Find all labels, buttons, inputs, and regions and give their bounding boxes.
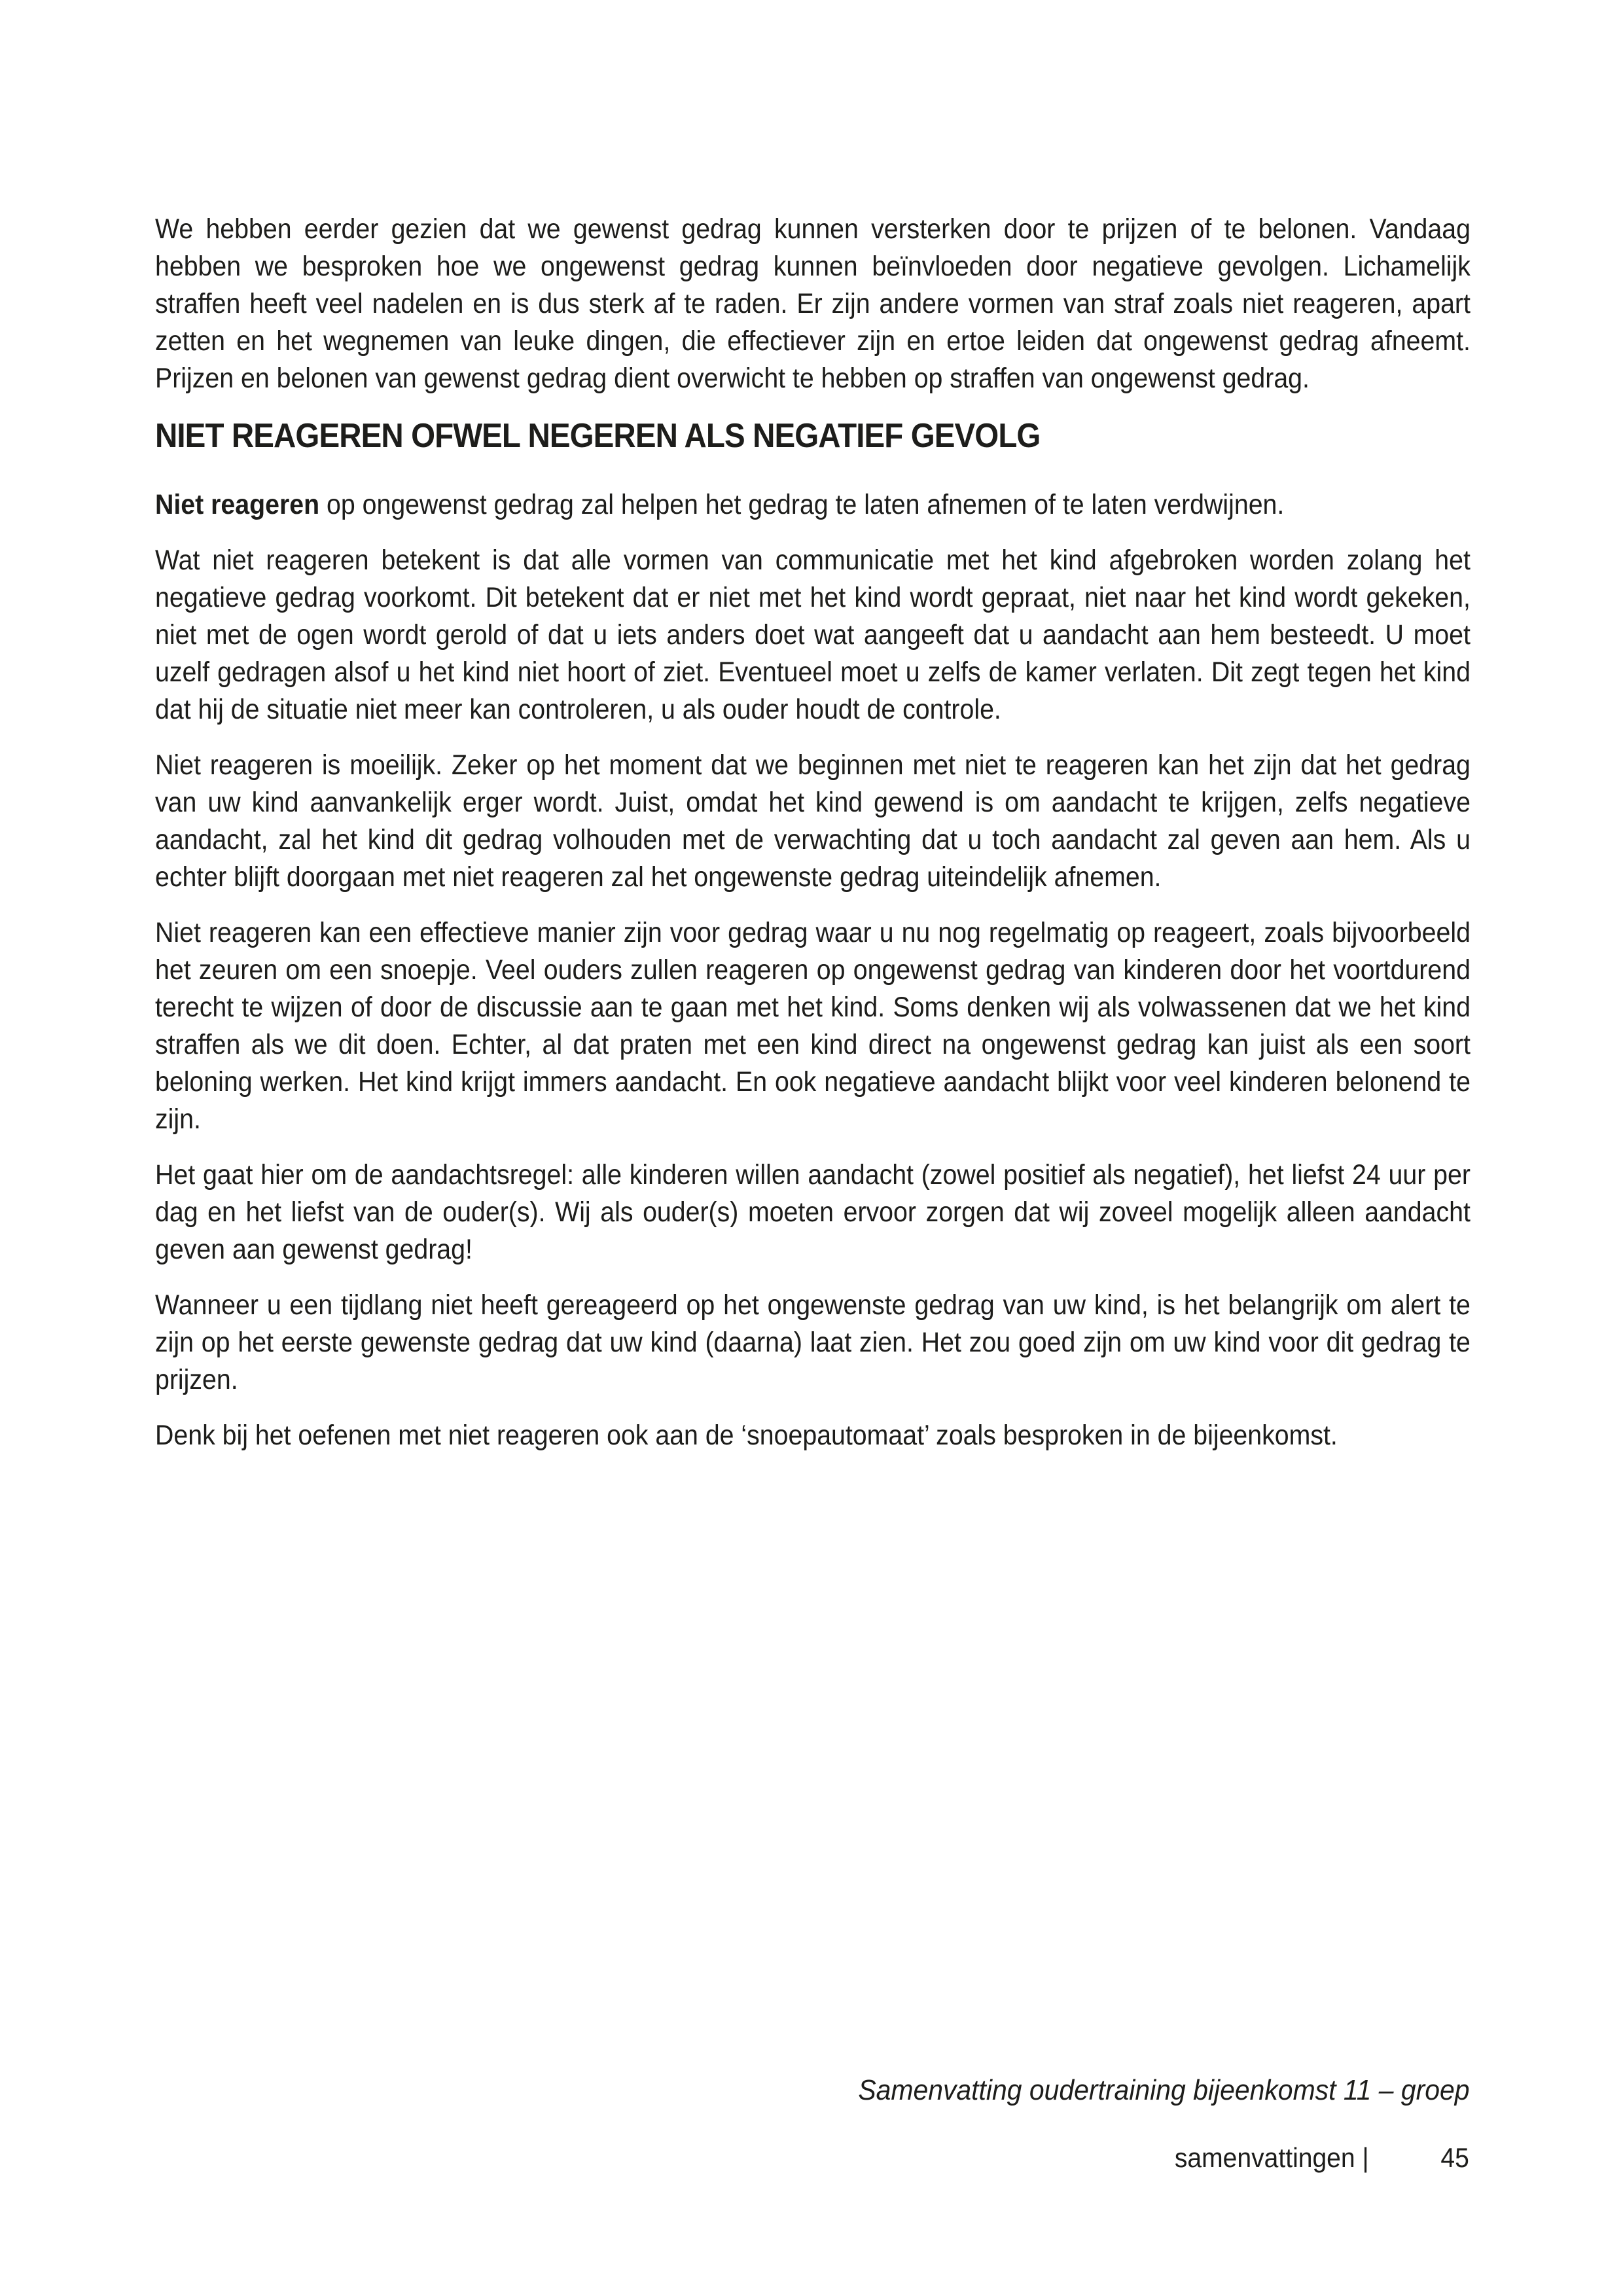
section-heading: NIET REAGEREN OFWEL NEGEREN ALS NEGATIEF GEVOLG [155, 417, 1041, 455]
lead-rest-text: op ongewenst gedrag zal helpen het gedrag te laten afnemen of te laten verdwijnen. [319, 489, 1285, 520]
body-paragraph-1: Wat niet reageren betekent is dat alle vormen van communicatie met het kind afgebroken worden zolang het negatieve gedrag voorkomt. Dit betekent dat er niet met het kind wordt gepraat, niet naar het kind wordt gekeken, niet met de ogen wordt gerold of dat u iets anders doet wat aangeeft dat u aandacht aan hem besteedt. U moet uzelf gedragen alsof u het kind niet hoort of ziet. Eventueel moet u zelfs de kamer verlaten. Dit zegt tegen het kind dat hij de situatie niet meer kan controleren, u als ouder houdt de controle. [155, 545, 1471, 725]
body-paragraph-5: Wanneer u een tijdlang niet heeft gereageerd op het ongewenste gedrag van uw kind, is het belangrijk om alert te zijn op het eerste gewenste gedrag dat uw kind (daarna) laat zien. Het zou goed zijn om uw kind voor dit gedrag te prijzen. [155, 1289, 1471, 1395]
footer-page-number: 45 [1440, 2142, 1469, 2173]
document-body [155, 211, 1471, 1473]
lead-paragraph [155, 486, 1471, 524]
body-paragraph-3: Niet reageren kan een effectieve manier zijn voor gedrag waar u nu nog regelmatig op reageert, zoals bijvoorbeeld het zeuren om een snoepje. Veel ouders zullen reageren op ongewenst gedrag van kinderen door het voortdurend terecht te wijzen of door de discussie aan te gaan met het kind. Soms denken wij als volwassenen dat we het kind straffen als we dit doen. Echter, al dat praten met een kind direct na ongewenst gedrag kan juist als een soort beloning werken. Het kind krijgt immers aandacht. En ook negatieve aandacht blijkt voor veel kinderen belonend te zijn. [155, 917, 1471, 1135]
body-paragraph-2: Niet reageren is moeilijk. Zeker op het moment dat we beginnen met niet te reageren kan het zijn dat het gedrag van uw kind aanvankelijk erger wordt. Juist, omdat het kind gewend is om aandacht te krijgen, zelfs negatieve aandacht, zal het kind dit gedrag volhouden met de verwachting dat u toch aandacht zal geven aan hem. Als u echter blijft doorgaan met niet reageren zal het ongewenste gedrag uiteindelijk afnemen. [155, 749, 1471, 893]
footer-session-title: Samenvatting oudertraining bijeenkomst 11 – groep [857, 2074, 1469, 2106]
lead-bold-text: Niet reageren [155, 489, 320, 520]
footer-page-line [1175, 2142, 1469, 2174]
footer-section-label: samenvattingen | [1175, 2142, 1369, 2173]
intro-paragraph: We hebben eerder gezien dat we gewenst gedrag kunnen versterken door te prijzen of te belonen. Vandaag hebben we besproken hoe we ongewenst gedrag kunnen beïnvloeden door negatieve gevolgen. Lichamelijk straffen heeft veel nadelen en is dus sterk af te raden. Er zijn andere vormen van straf zoals niet reageren, apart zetten en het wegnemen van leuke dingen, die effectiever zijn en ertoe leiden dat ongewenst gedrag afneemt. Prijzen en belonen van gewenst gedrag dient overwicht te hebben op straffen van ongewenst gedrag. [155, 213, 1471, 394]
body-paragraph-6: Denk bij het oefenen met niet reageren ook aan de ‘snoepautomaat’ zoals besproken in de bijeenkomst. [155, 1420, 1338, 1451]
body-paragraph-4: Het gaat hier om de aandachtsregel: alle kinderen willen aandacht (zowel positief als negatief), het liefst 24 uur per dag en het liefst van de ouder(s). Wij als ouder(s) moeten ervoor zorgen dat wij zoveel mogelijk alleen aandacht geven aan gewenst gedrag! [155, 1159, 1471, 1265]
